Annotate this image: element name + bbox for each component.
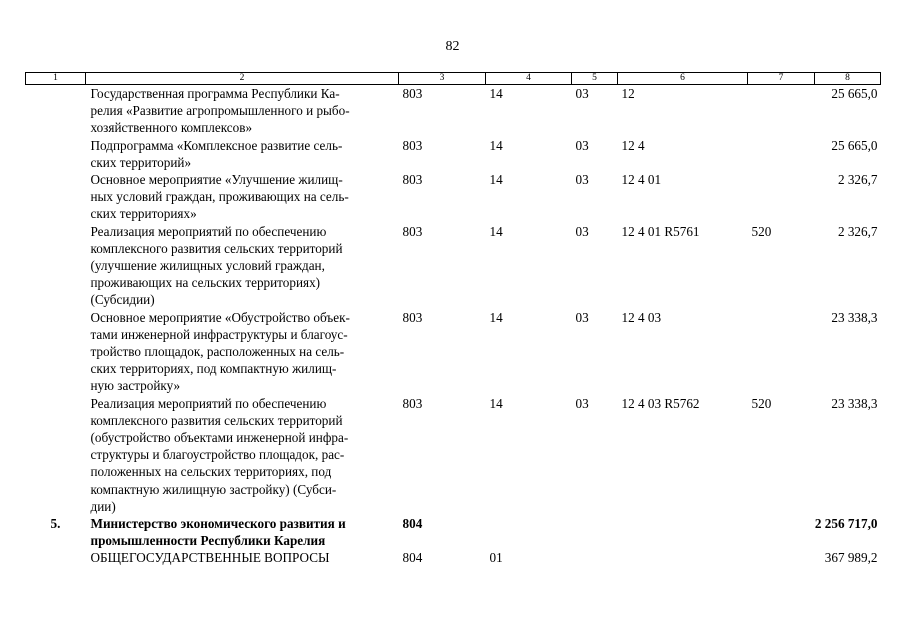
- table-row: [26, 395, 881, 515]
- row-ministry-code: 803: [402, 86, 423, 101]
- row-subsection-code: [572, 515, 618, 549]
- table-body: [26, 85, 881, 567]
- row-expense-type-code: 520: [751, 223, 772, 239]
- row-name: Министерство экономического развития и промышленности Республики Карелия: [90, 516, 346, 549]
- row-subsection-code: 03: [575, 223, 589, 239]
- column-number-header: 5: [572, 73, 618, 85]
- column-number-header: 4: [486, 73, 572, 85]
- row-ministry-code: 804: [402, 550, 423, 566]
- row-section-code: 01: [489, 550, 503, 566]
- row-name: Государственная программа Республики Ка- релия «Развитие агропромышленного и рыбо- хозяйственного комплексов»: [90, 86, 350, 136]
- table-row: [26, 137, 881, 171]
- row-amount: 367 989,2: [824, 550, 878, 566]
- row-ministry-code: 803: [402, 395, 423, 411]
- column-number-header-row: [26, 73, 881, 85]
- row-number: [26, 549, 86, 566]
- row-expense-type-code: [748, 309, 815, 395]
- row-target-code: 12 4: [621, 137, 645, 153]
- row-section-code: 14: [489, 223, 503, 239]
- row-number: [26, 85, 86, 137]
- row-expense-type-code: [748, 549, 815, 566]
- column-number-header: 6: [618, 73, 748, 85]
- row-expense-type-code: [748, 171, 815, 223]
- row-name: Основное мероприятие «Обустройство объек- тами инженерной инфраструктуры и благоус- тройство площадок, расположенных на сель- ских территориях, под компактную жилищ- ную застройку»: [90, 309, 350, 394]
- row-target-code: [618, 549, 748, 566]
- table-row: [26, 85, 881, 137]
- row-ministry-code: 803: [402, 309, 423, 325]
- row-section-code: 14: [489, 137, 503, 153]
- row-subsection-code: 03: [575, 86, 589, 101]
- row-name: Подпрограмма «Комплексное развитие сель- ских территорий»: [90, 137, 343, 170]
- row-section-code: 14: [489, 86, 503, 101]
- table-row: [26, 309, 881, 395]
- row-expense-type-code: 520: [751, 395, 772, 411]
- row-number: [26, 309, 86, 395]
- row-name: Основное мероприятие «Улучшение жилищ- ных условий граждан, проживающих на сель- ских территориях»: [90, 172, 349, 222]
- table-row: [26, 549, 881, 566]
- row-expense-type-code: [748, 85, 815, 137]
- row-target-code: 12 4 03 R5762: [621, 395, 700, 411]
- row-ministry-code: 803: [402, 172, 423, 188]
- row-section-code: [486, 515, 572, 549]
- row-number: [26, 223, 86, 309]
- row-number: [26, 395, 86, 515]
- row-ministry-code: 803: [402, 223, 423, 239]
- budget-table-container: [25, 72, 880, 567]
- row-amount: 25 665,0: [831, 137, 878, 153]
- row-name: Реализация мероприятий по обеспечению комплексного развития сельских территорий (обустройство объектами инженерной инфра- структуры и благоустройство площадок, рас- положенных на сельских территориях, под компактную жилищную застройку) (Субси- дии): [90, 395, 349, 514]
- budget-table: [25, 72, 881, 567]
- row-ministry-code: 803: [402, 137, 423, 153]
- row-expense-type-code: [748, 137, 815, 171]
- row-amount: 2 326,7: [837, 223, 878, 239]
- row-ministry-code: 804: [402, 516, 423, 532]
- row-target-code: 12 4 03: [621, 309, 662, 325]
- row-subsection-code: 03: [575, 309, 589, 325]
- row-name: ОБЩЕГОСУДАРСТВЕННЫЕ ВОПРОСЫ: [90, 550, 330, 566]
- row-amount: 23 338,3: [831, 309, 878, 325]
- row-amount: 23 338,3: [831, 395, 878, 411]
- row-expense-type-code: [748, 515, 815, 549]
- row-number: [26, 137, 86, 171]
- column-number-header: 7: [748, 73, 815, 85]
- row-subsection-code: 03: [575, 172, 589, 188]
- row-amount: 2 326,7: [837, 172, 878, 188]
- row-amount: 25 665,0: [831, 86, 878, 101]
- row-section-code: 14: [489, 172, 503, 188]
- column-number-header: 2: [86, 73, 399, 85]
- column-number-header: 8: [815, 73, 881, 85]
- column-number-header: 1: [26, 73, 86, 85]
- row-subsection-code: [572, 549, 618, 566]
- row-section-code: 14: [489, 395, 503, 411]
- row-name: Реализация мероприятий по обеспечению комплексного развития сельских территорий (улучшение жилищных условий граждан, проживающих на сельских территориях) (Субсидии): [90, 223, 343, 308]
- row-subsection-code: 03: [575, 395, 589, 411]
- row-number: 5.: [50, 516, 61, 532]
- table-row: [26, 515, 881, 549]
- row-target-code: 12 4 01 R5761: [621, 223, 700, 239]
- row-target-code: [618, 515, 748, 549]
- column-number-header: 3: [399, 73, 486, 85]
- row-section-code: 14: [489, 309, 503, 325]
- page-number: 82: [445, 39, 460, 54]
- row-target-code: 12 4 01: [621, 172, 662, 188]
- row-target-code: 12: [621, 86, 635, 101]
- table-row: [26, 223, 881, 309]
- row-number: [26, 171, 86, 223]
- row-amount: 2 256 717,0: [814, 516, 878, 532]
- table-row: [26, 171, 881, 223]
- row-subsection-code: 03: [575, 137, 589, 153]
